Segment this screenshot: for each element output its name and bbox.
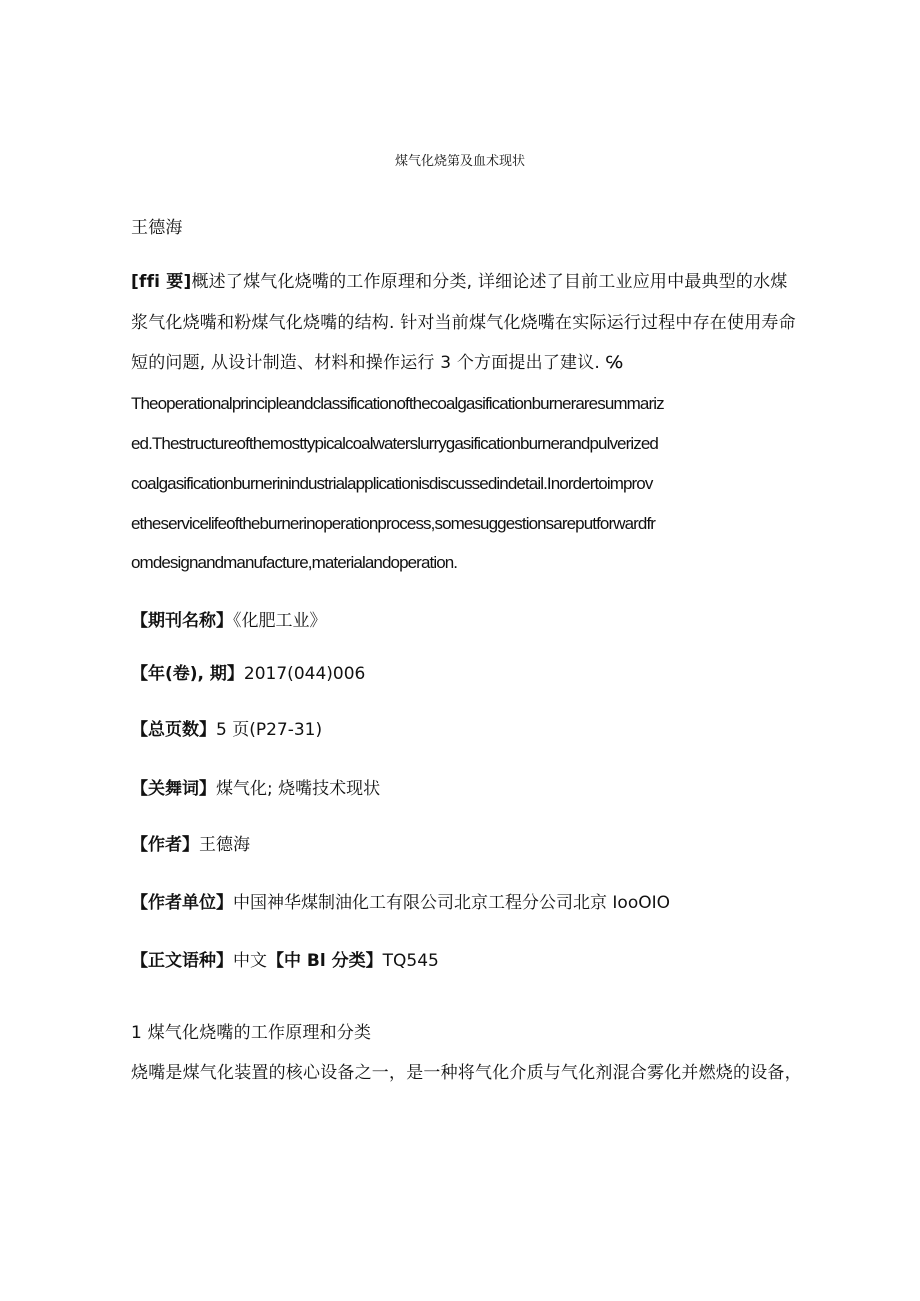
abstract-line-3: 短的问题, 从设计制造、材料和操作运行 3 个方面提出了建议. ℅ (131, 353, 624, 373)
abstract-en-line-5: omdesignandmanufacture,materialandoperation. (131, 553, 458, 572)
abstract-zh-text: 概述了煤气化烧嘴的工作原理和分类, 详细论述了目前工业应用中最典型的水煤 (191, 272, 788, 292)
meta-pages (131, 718, 322, 742)
abstract-en-line-3: coalgasificationburnerinindustrialapplicationisdiscussedindetail.Inordertoimprov (131, 474, 653, 493)
meta-pages-label: 【总页数】 (131, 720, 216, 740)
meta-affiliation-value: 中国神华煤制油化工有限公司北京工程分公司北京 IooOIO (233, 893, 670, 913)
meta-keywords-label: 【关舞词】 (131, 779, 216, 799)
meta-keywords (131, 777, 380, 801)
meta-language-value: 中文 (233, 951, 267, 971)
meta-class-label: 【中 Bl 分类】 (267, 951, 383, 971)
abstract-en-line-4: etheservicelifeoftheburnerinoperationprocess,somesuggestionsareputforwardfr (131, 514, 656, 533)
abstract-line-1 (131, 270, 788, 294)
abstract-en-line-2: ed.Thestructureofthemosttypicalcoalwaterslurrygasificationburnerandpulverized (131, 434, 658, 453)
meta-journal (131, 609, 327, 633)
abstract-label: [ffi 要] (131, 272, 192, 292)
meta-language-label: 【正文语种】 (131, 951, 233, 971)
meta-affiliation-label: 【作者单位】 (131, 893, 233, 913)
meta-affiliation (131, 891, 670, 915)
meta-year (131, 662, 365, 686)
meta-class-value: TQ545 (382, 951, 439, 971)
section-body-line: 烧嘴是煤气化装置的核心设备之一，是一种将气化介质与气化剂混合雾化并燃烧的设备， (131, 1063, 802, 1083)
meta-journal-value: 《化肥工业》 (233, 611, 327, 631)
meta-author-value: 王德海 (199, 835, 250, 855)
abstract-line-2: 浆气化烧嘴和粉煤气化烧嘴的结构. 针对当前煤气化烧嘴在实际运行过程中存在使用寿命 (131, 313, 796, 333)
meta-author-label: 【作者】 (131, 835, 199, 855)
meta-year-label: 【年(卷), 期】 (131, 664, 244, 684)
meta-keywords-value: 煤气化; 烧嘴技术现状 (216, 779, 381, 799)
meta-pages-value: 5 页(P27-31) (216, 720, 323, 740)
meta-language (131, 949, 439, 973)
abstract-en-line-1: Theoperationalprincipleandclassificationofthecoalgasificationburneraresummariz (131, 394, 664, 413)
document-title: 煤气化烧第及血术现状 (394, 154, 525, 169)
meta-author (131, 833, 250, 857)
section-heading: 1 煤气化烧嘴的工作原理和分类 (131, 1023, 372, 1043)
meta-year-value: 2017(044)006 (243, 664, 366, 684)
meta-journal-label: 【期刊名称】 (131, 611, 233, 631)
author-line: 王德海 (131, 218, 183, 238)
